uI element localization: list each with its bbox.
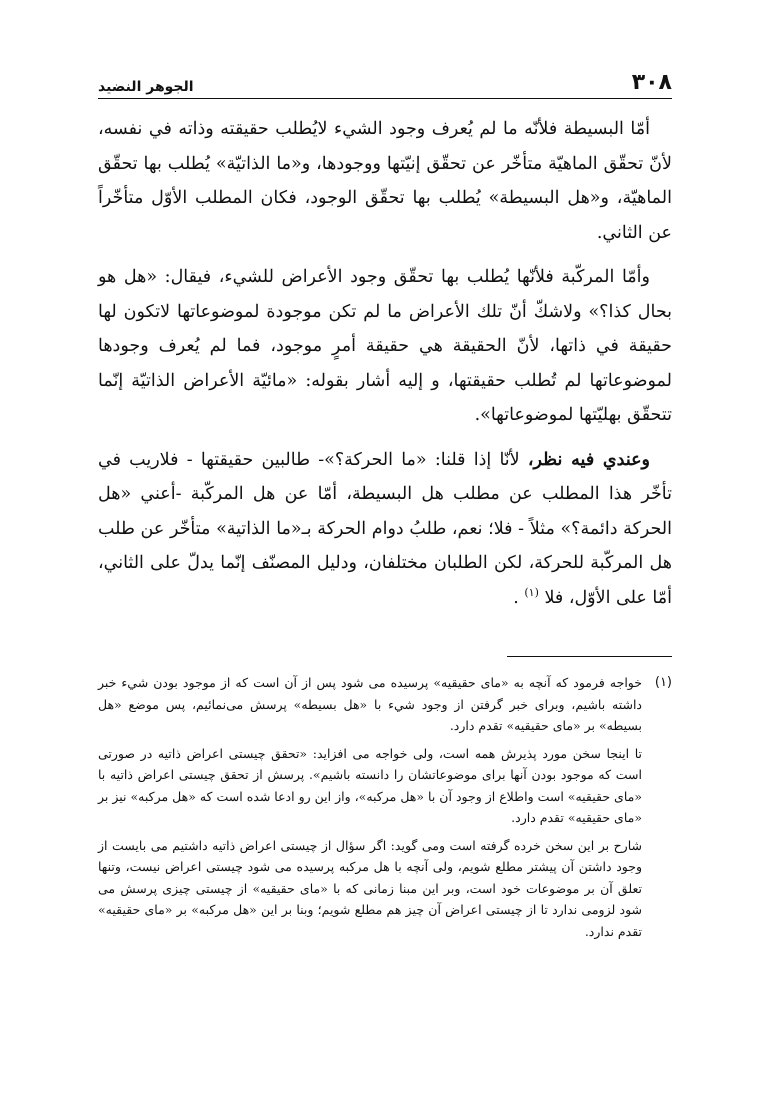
footnote-divider	[507, 656, 672, 657]
paragraph-text: وأمّا المركّبة فلأنّها يُطلب بها تحقّق وجود الأعراض للشيء، فيقال: «هل هو بحال كذا؟» ولاشكّ أنّ تلك الأعراض ما لم تكن موجودة لموضوعاتها لاتكون لها حقيقة في ذاتها، لأنّ الحقيقة هي حقيقة أمرٍ موجود، فما لم يُعرف وجودها لموضوعاتها لم تُطلب حقيقتها، و إليه أشار بقوله: «مائيّة الأعراض الذاتيّة إنّما تتحقّق بهليّتها لموضوعاتها».	[98, 267, 672, 425]
paragraph-text: أمّا البسيطة فلأنّه ما لم يُعرف وجود الشيء لايُطلب حقيقته وذاته في نفسه، لأنّ تحقّق الماهيّة متأخّر عن تحقّق إنيّتها ووجودها، و«ما الذاتيّة» يُطلب بها تحقّق الماهيّة، و«هل البسيطة» يُطلب بها تحقّق الوجود، فكان المطلب الأوّل متأخّراً عن الثاني.	[98, 119, 672, 243]
footnote-reference[interactable]: (١)	[524, 585, 539, 599]
paragraph-lead: وعندي فيه نظر،	[527, 449, 650, 470]
footnote-1	[98, 672, 672, 948]
paragraph-2	[98, 260, 672, 433]
header-divider	[98, 98, 672, 99]
footnotes	[98, 672, 672, 948]
paragraph-1	[98, 112, 672, 250]
page-number: ٣٠٨	[631, 70, 672, 95]
footnote-body	[98, 672, 642, 948]
footnote-paragraph: شارح بر اين سخن خرده گرفته است ومى گويد: اگر سؤال از چيستى اعراض ذاتيه داشتيم مى بايست از وجود داشتن آن پيشتر مطلع شويم، ولى آنچه با هل مركبه پرسيده مى شود چيستى اعراض نيست، وتنها تعلق آن بر موضوعات خود است، وبر اين مبنا زمانى كه با «ماى حقيقيه» از چيستى چيزى پرسش مى شود لزومى ندارد تا از چيستى اعراض آن چيز هم مطلع شويم؛ وبنا بر اين «هل مركبه» بر «ماى حقيقيه» تقدم ندارد.	[98, 837, 642, 939]
main-text	[98, 112, 672, 625]
footnote-paragraph: خواجه فرمود كه آنچه به «ماى حقيقيه» پرسيده مى شود پس از آن است كه از موجود بودن شيء خبر داشته باشيم، وبراى خبر گرفتن از وجود شيء با «هل بسيطه» پرسش مى‌نمائيم، پس موضع «هل بسيطه» بر «ماى حقيقيه» تقدم دارد.	[98, 675, 642, 733]
paragraph-3: وعندي فيه نظر، لأنّا إذا قلنا: «ما الحركة؟»- طالبين حقيقتها - فلاريب في تأخّر هذا المطلب عن مطلب هل البسيطة، أمّا عن هل المركّبة -أعني «هل الحركة دائمة؟» مثلاً - فلا؛ نعم، طلبُ دوام الحركة بـ«ما الذاتية» متأخّر عن طلب هل المركّبة للحركة، لكن الطلبان مختلفان، ودليل المصنّف إنّما يدلّ على الثاني، أمّا على الأوّل، فلا $^{(١)}$ .	[98, 449, 672, 608]
footnote-mark: (١)	[654, 675, 672, 690]
footnote-paragraph: تا اينجا سخن مورد پذيرش همه است، ولى خواجه مى افزايد: «تحقق چيستى اعراض ذاتيه در صورتى است كه موجود بودن آنها براى موضوعاتشان را دانسته باشيم». پرسش از تحقق چيستى اعراض ذاتيه با «ماى حقيقيه» است واطلاع از وجود آن با «هل مركبه»، واز اين رو ادعا شده است كه «هل مركبه» نيز بر «ماى حقيقيه» تقدم دارد.	[98, 745, 642, 825]
paragraph-text: لأنّا إذا قلنا: «ما الحركة؟»- طالبين حقيقتها - فلاريب في تأخّر هذا المطلب عن مطلب هل البسيطة، أمّا عن هل المركّبة -أعني «هل الحركة دائمة؟» مثلاً - فلا؛ نعم، طلبُ دوام الحركة بـ«ما الذاتية» متأخّر عن طلب هل المركّبة للحركة، لكن الطلبان مختلفان، ودليل المصنّف إنّما يدلّ على الثاني، أمّا على الأوّل، فلا	[98, 449, 672, 608]
running-title: الجوهر النضيد	[98, 79, 194, 95]
page-header	[98, 66, 672, 94]
